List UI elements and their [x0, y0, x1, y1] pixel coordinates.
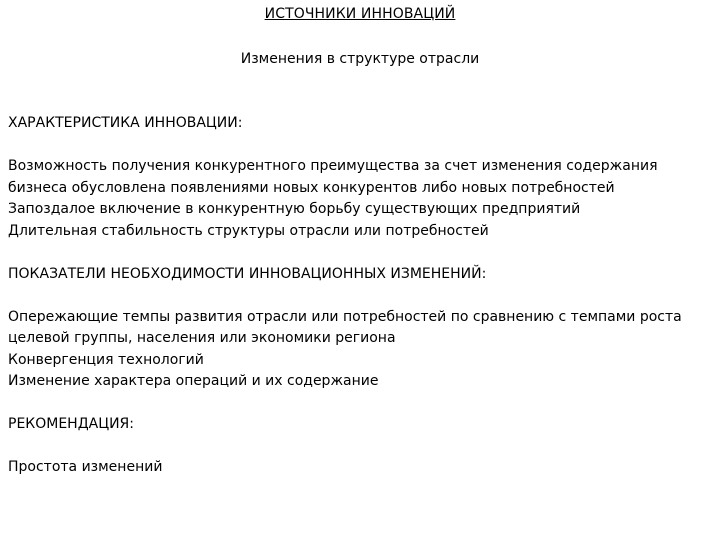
characteristic-item: Возможность получения конкурентного преимущества за счет изменения содержания бизнеса обусловлена появлениями новых конкурентов либо новых потребностей — [8, 158, 658, 196]
section-heading-recommendation: РЕКОМЕНДАЦИЯ: — [8, 416, 134, 432]
slide-content — [8, 113, 708, 479]
characteristic-item: Запоздалое включение в конкурентную борьбу существующих предприятий — [8, 201, 581, 217]
slide-title: ИСТОЧНИКИ ИННОВАЦИЙ — [264, 6, 456, 22]
indicator-item: Опережающие темпы развития отрасли или потребностей по сравнению с темпами роста целевой группы, населения или экономики региона — [8, 308, 682, 346]
spacer — [8, 242, 708, 264]
spacer — [8, 285, 708, 307]
indicator-item: Изменение характера операций и их содержание — [8, 373, 379, 389]
section-heading-indicators: ПОКАЗАТЕЛИ НЕОБХОДИМОСТИ ИННОВАЦИОННЫХ ИЗМЕНЕНИЙ: — [8, 265, 487, 282]
spacer — [8, 135, 708, 157]
section-heading-characteristics: ХАРАКТЕРИСТИКА ИННОВАЦИИ: — [8, 115, 243, 131]
slide-subtitle: Изменения в структуре отрасли — [240, 51, 480, 67]
spacer — [8, 393, 708, 415]
characteristic-item: Длительная стабильность структуры отрасли или потребностей — [8, 222, 489, 239]
spacer — [8, 436, 708, 458]
recommendation-item: Простота изменений — [8, 459, 163, 475]
indicator-item: Конвергенция технологий — [8, 351, 204, 368]
